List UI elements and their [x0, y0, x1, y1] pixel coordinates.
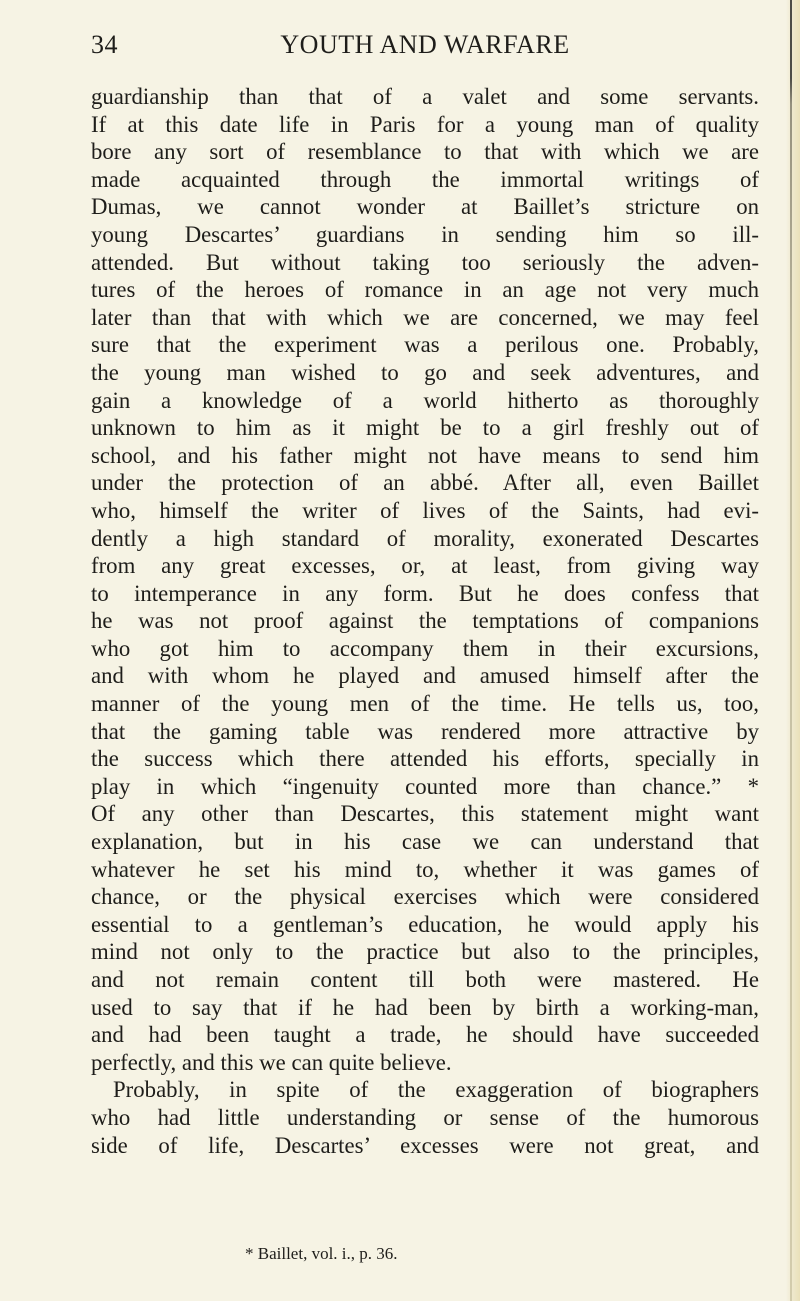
text-line: explanation, but in his case we can understand that	[91, 829, 759, 855]
text-line: gain a knowledge of a world hitherto as thoroughly	[91, 387, 759, 413]
text-line: manner of the young men of the time. He tells us, too,	[91, 691, 759, 717]
page-edge-shadow	[790, 0, 792, 1301]
running-head: YOUTH AND WARFARE	[280, 30, 570, 59]
text-line: chance, or the physical exercises which were considered	[91, 884, 759, 910]
text-line: and not remain content till both were mastered. He	[91, 967, 759, 992]
text-line: to intemperance in any form. But he does confess that	[91, 580, 759, 606]
text-line: who had little understanding or sense of the humorous	[91, 1104, 759, 1130]
text-line: tures of the heroes of romance in an age not very much	[91, 277, 759, 303]
text-line: made acquainted through the immortal writings of	[91, 166, 759, 192]
text-line: who got him to accompany them in their excursions,	[91, 635, 759, 661]
text-line: Dumas, we cannot wonder at Baillet’s stricture on	[91, 194, 759, 220]
page-header	[91, 30, 759, 70]
text-line: the young man wished to go and seek adventures, and	[91, 359, 759, 385]
text-line: sure that the experiment was a perilous one. Probably,	[91, 332, 759, 358]
text-line: dently a high standard of morality, exonerated Descartes	[91, 525, 759, 551]
text-line: school, and his father might not have means to send him	[91, 442, 759, 468]
paragraph-end-line: perfectly, and this we can quite believe.	[91, 1049, 452, 1075]
text-line: bore any sort of resemblance to that with which we are	[91, 139, 759, 165]
text-line: young Descartes’ guardians in sending him so ill-	[91, 221, 759, 247]
text-line: unknown to him as it might be to a girl freshly out of	[91, 415, 759, 441]
text-line: play in which “ingenuity counted more than chance.” *	[91, 773, 759, 799]
text-line: If at this date life in Paris for a young man of quality	[91, 111, 759, 137]
text-line: that the gaming table was rendered more attractive by	[91, 718, 759, 744]
text-line: Of any other than Descartes, this statement might want	[91, 801, 759, 827]
text-line: and had been taught a trade, he should have succeeded	[91, 1022, 759, 1048]
text-line: essential to a gentleman’s education, he would apply his	[91, 911, 759, 937]
text-line: under the protection of an abbé. After all, even Baillet	[91, 470, 759, 496]
paragraph-start-line: Probably, in spite of the exaggeration of biographers	[113, 1077, 759, 1103]
text-line: and with whom he played and amused himself after the	[91, 663, 759, 689]
body-text	[91, 83, 759, 1159]
page-number: 34	[91, 30, 118, 59]
text-line: used to say that if he had been by birth a working-man,	[91, 994, 759, 1020]
text-line: whatever he set his mind to, whether it was games of	[91, 856, 759, 882]
text-line: mind not only to the practice but also to the principles,	[91, 939, 759, 965]
text-line: later than that with which we are concerned, we may feel	[91, 304, 759, 330]
text-line: he was not proof against the temptations of companions	[91, 608, 759, 634]
text-line: attended. But without taking too seriously the adven-	[91, 249, 759, 275]
text-line: guardianship than that of a valet and some servants.	[91, 84, 759, 109]
text-line: from any great excesses, or, at least, from giving way	[91, 553, 759, 579]
footnote: * Baillet, vol. i., p. 36.	[245, 1244, 398, 1263]
text-line: side of life, Descartes’ excesses were not great, and	[91, 1132, 759, 1158]
text-line: who, himself the writer of lives of the Saints, had evi-	[91, 497, 759, 523]
text-line: the success which there attended his efforts, specially in	[91, 746, 759, 772]
page-edge	[786, 0, 800, 1301]
